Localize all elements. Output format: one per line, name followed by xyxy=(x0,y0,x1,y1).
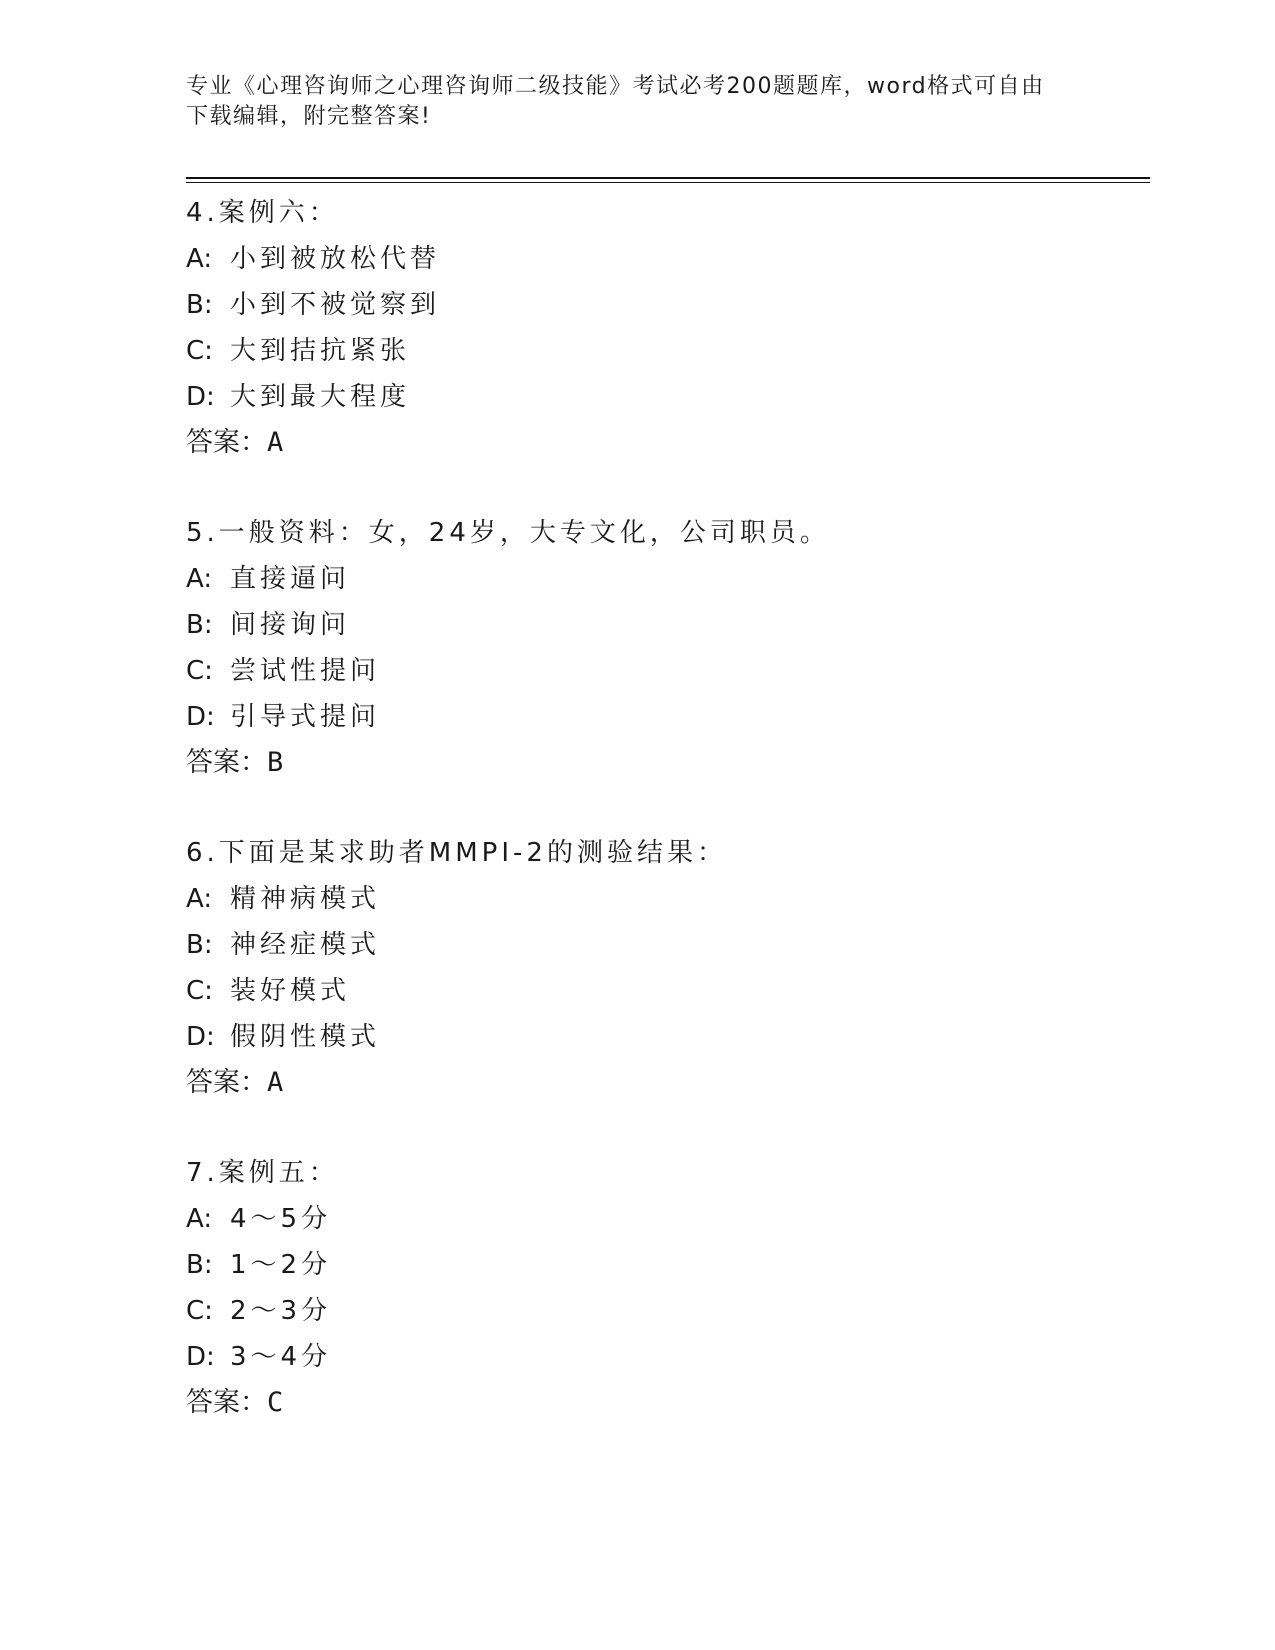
answer-label: 答案： xyxy=(186,747,267,778)
option-text: 神经症模式 xyxy=(230,930,381,960)
question-stem: 4.案例六： xyxy=(186,198,339,228)
question-list xyxy=(186,190,1146,1470)
answer-label: 答案： xyxy=(186,1067,267,1098)
answer-label: 答案： xyxy=(186,1387,267,1418)
option-text: 直接逼问 xyxy=(230,564,351,594)
option-key: A: xyxy=(186,884,213,914)
question-5 xyxy=(186,510,1146,786)
option-text: 间接询问 xyxy=(230,610,351,640)
option-key: D: xyxy=(186,1022,215,1052)
question-7 xyxy=(186,1150,1146,1426)
option-d xyxy=(186,694,1146,740)
option-key: A: xyxy=(186,244,213,274)
answer-value: A xyxy=(267,1067,284,1098)
option-key: B: xyxy=(186,930,213,960)
question-4 xyxy=(186,190,1146,466)
option-text: 大到最大程度 xyxy=(230,382,411,412)
option-d xyxy=(186,374,1146,420)
option-text: 假阴性模式 xyxy=(230,1022,381,1052)
option-text: 2～3分 xyxy=(230,1296,332,1326)
option-b xyxy=(186,922,1146,968)
option-key: D: xyxy=(186,702,215,732)
answer-line xyxy=(186,740,1146,786)
option-text: 4～5分 xyxy=(230,1204,332,1234)
header-divider-thin xyxy=(186,182,1150,183)
option-key: A: xyxy=(186,564,213,594)
answer-line xyxy=(186,420,1146,466)
option-b xyxy=(186,602,1146,648)
option-a xyxy=(186,556,1146,602)
option-d xyxy=(186,1014,1146,1060)
option-text: 小到不被觉察到 xyxy=(230,290,441,320)
answer-value: C xyxy=(267,1387,284,1418)
answer-line xyxy=(186,1380,1146,1426)
option-key: C: xyxy=(186,656,213,686)
option-text: 精神病模式 xyxy=(230,884,381,914)
option-key: D: xyxy=(186,1342,215,1372)
question-stem: 5.一般资料：女，24岁，大专文化，公司职员。 xyxy=(186,518,830,548)
option-key: C: xyxy=(186,336,213,366)
question-stem: 6.下面是某求助者MMPI-2的测验结果： xyxy=(186,838,727,868)
option-c xyxy=(186,968,1146,1014)
option-text: 1～2分 xyxy=(230,1250,332,1280)
option-text: 尝试性提问 xyxy=(230,656,381,686)
option-text: 大到拮抗紧张 xyxy=(230,336,411,366)
option-key: C: xyxy=(186,1296,213,1326)
option-key: B: xyxy=(186,610,213,640)
answer-value: B xyxy=(267,747,284,778)
question-6 xyxy=(186,830,1146,1106)
option-key: B: xyxy=(186,1250,213,1280)
option-text: 引导式提问 xyxy=(230,702,381,732)
option-text: 3～4分 xyxy=(230,1342,332,1372)
answer-line xyxy=(186,1060,1146,1106)
option-a xyxy=(186,1196,1146,1242)
option-c xyxy=(186,1288,1146,1334)
option-key: D: xyxy=(186,382,215,412)
option-text: 小到被放松代替 xyxy=(230,244,441,274)
option-a xyxy=(186,236,1146,282)
option-a xyxy=(186,876,1146,922)
option-c xyxy=(186,328,1146,374)
document-header xyxy=(186,72,1066,132)
answer-label: 答案： xyxy=(186,427,267,458)
option-b xyxy=(186,1242,1146,1288)
option-d xyxy=(186,1334,1146,1380)
option-key: B: xyxy=(186,290,213,320)
header-divider-thick xyxy=(186,177,1150,179)
option-c xyxy=(186,648,1146,694)
answer-value: A xyxy=(267,427,284,458)
question-stem: 7.案例五： xyxy=(186,1158,339,1188)
option-key: C: xyxy=(186,976,213,1006)
option-key: A: xyxy=(186,1204,213,1234)
option-text: 装好模式 xyxy=(230,976,351,1006)
header-text: 专业《心理咨询师之心理咨询师二级技能》考试必考200题题库，word格式可自由下载编辑，附完整答案! xyxy=(186,74,1045,129)
option-b xyxy=(186,282,1146,328)
